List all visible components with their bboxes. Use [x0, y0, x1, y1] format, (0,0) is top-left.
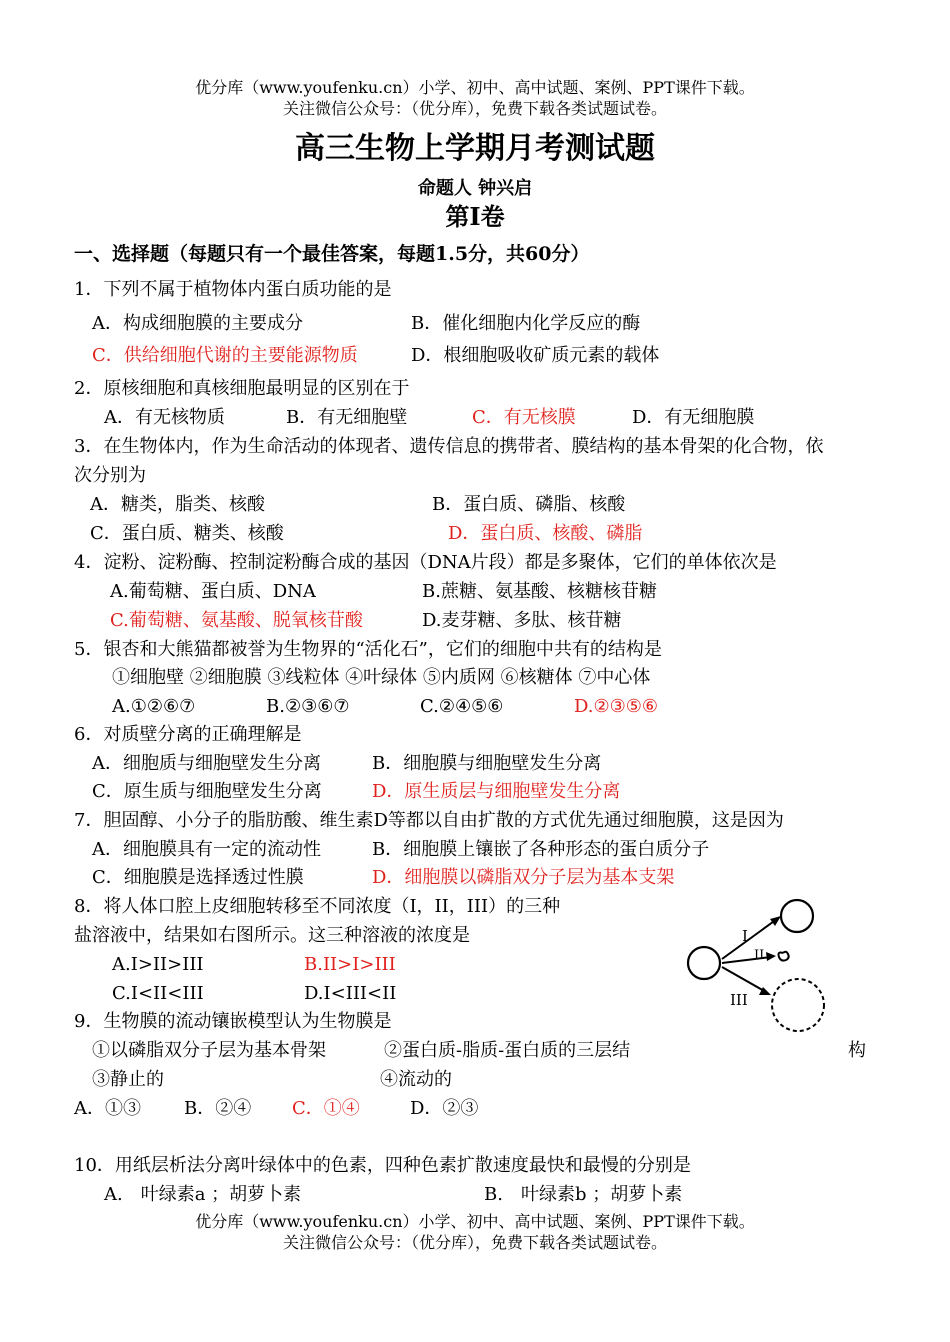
option-c: C．原生质与细胞壁发生分离	[92, 781, 322, 802]
option-d: D．根细胞吸收矿质元素的载体	[411, 345, 660, 366]
option-a: A．有无核物质	[104, 407, 225, 428]
header-line-1: 优分库（www.youfenku.cn）小学、初中、高中试题、案例、PPT课件下载。	[195, 78, 755, 97]
section-heading: 一、选择题（每题只有一个最佳答案，每题1.5分，共60分）	[74, 243, 590, 265]
label-III: III	[730, 991, 748, 1009]
option-b: B．②④	[184, 1098, 252, 1119]
option-d: D.I<III<II	[304, 983, 397, 1004]
option-a: A.①②⑥⑦	[112, 696, 196, 717]
author-line: 命题人 钟兴启	[417, 178, 533, 199]
option-a: A．①③	[74, 1098, 141, 1119]
option-c: C.②④⑤⑥	[420, 696, 504, 717]
option-c: C．蛋白质、糖类、核酸	[90, 523, 284, 544]
option-b: B.蔗糖、氨基酸、核糖核苷糖	[422, 581, 657, 602]
option-b-answer: B.II>I>III	[304, 954, 396, 975]
option-c: C.I<II<III	[112, 983, 204, 1004]
option-d-answer: D．原生质层与细胞壁发生分离	[372, 781, 621, 802]
page-title: 高三生物上学期月考测试题	[295, 131, 655, 166]
label-II: II	[754, 948, 765, 963]
swollen-cell-circle	[781, 900, 813, 932]
question-stem: 4．淀粉、淀粉酶、控制淀粉酶合成的基因（DNA片段）都是多聚体，它们的单体依次是	[74, 552, 777, 573]
option-c-answer: C．供给细胞代谢的主要能源物质	[92, 345, 358, 366]
statement-1: ①以磷脂双分子层为基本骨架	[92, 1040, 326, 1061]
option-b: B．催化细胞内化学反应的酶	[411, 313, 641, 334]
arrowhead-icon	[766, 952, 776, 961]
statement-4: ④流动的	[380, 1069, 452, 1090]
question-stem: 5．银杏和大熊猫都被誉为生物界的“活化石”，它们的细胞中共有的结构是	[74, 639, 662, 660]
question-stem: 1．下列不属于植物体内蛋白质功能的是	[74, 279, 392, 300]
original-cell-circle	[688, 947, 720, 979]
question-stem-cont: 次分别为	[74, 465, 146, 486]
option-d-answer: D.②③⑤⑥	[574, 696, 659, 717]
statement-3: ③静止的	[92, 1069, 164, 1090]
question-stem: 7．胆固醇、小分子的脂肪酸、维生素D等都以自由扩散的方式优先通过细胞膜，这是因为	[74, 810, 784, 831]
structure-list: ①细胞壁 ②细胞膜 ③线粒体 ④叶绿体 ⑤内质网 ⑥核糖体 ⑦中心体	[112, 667, 651, 688]
shrunken-cell-shape	[779, 952, 789, 961]
question-stem: 2．原核细胞和真核细胞最明显的区别在于	[74, 378, 410, 399]
option-b: B．有无细胞壁	[286, 407, 408, 428]
question-stem-cont: 盐溶液中，结果如右图所示。这三种溶液的浓度是	[74, 925, 470, 946]
label-I: I	[742, 927, 748, 945]
option-b: B．细胞膜与细胞壁发生分离	[372, 753, 602, 774]
option-c: C．细胞膜是选择透过性膜	[92, 867, 304, 888]
option-a: A．细胞质与细胞壁发生分离	[92, 753, 321, 774]
option-d-answer: D．细胞膜以磷脂双分子层为基本支架	[372, 867, 675, 888]
option-c-answer: C．①④	[292, 1098, 360, 1119]
arrow-line	[722, 919, 777, 959]
statement-2-end: 构	[848, 1040, 866, 1061]
burst-cell-circle	[772, 979, 824, 1031]
question-stem: 9．生物膜的流动镶嵌模型认为生物膜是	[74, 1011, 392, 1032]
footer-line-1: 优分库（www.youfenku.cn）小学、初中、高中试题、案例、PPT课件下载。	[195, 1212, 755, 1231]
statement-2: ②蛋白质-脂质-蛋白质的三层结	[384, 1040, 631, 1061]
cell-osmosis-diagram	[680, 893, 835, 1043]
option-d: D．②③	[410, 1098, 479, 1119]
option-d: D.麦芽糖、多肽、核苷糖	[422, 610, 622, 631]
option-a: A.葡萄糖、蛋白质、DNA	[110, 581, 316, 602]
option-d-answer: D．蛋白质、核酸、磷脂	[448, 523, 643, 544]
option-b: B.②③⑥⑦	[266, 696, 350, 717]
option-c-answer: C．有无核膜	[472, 407, 576, 428]
arrow-line	[722, 967, 766, 992]
question-stem: 3．在生物体内，作为生命活动的体现者、遗传信息的携带者、膜结构的基本骨架的化合物，依	[74, 436, 824, 457]
option-c-answer: C.葡萄糖、氨基酸、脱氧核苷酸	[110, 610, 363, 631]
question-stem: 10．用纸层析法分离叶绿体中的色素，四种色素扩散速度最快和最慢的分别是	[74, 1155, 691, 1176]
question-stem: 8．将人体口腔上皮细胞转移至不同浓度（I，II，III）的三种	[74, 896, 561, 917]
volume-heading: 第Ⅰ卷	[445, 202, 505, 231]
option-a: A. 叶绿素a ；胡萝卜素	[104, 1184, 302, 1205]
option-a: A．糖类，脂类、核酸	[90, 494, 265, 515]
option-a: A．细胞膜具有一定的流动性	[92, 839, 321, 860]
option-b: B. 叶绿素b ；胡萝卜素	[484, 1184, 683, 1205]
footer-line-2: 关注微信公众号：（优分库），免费下载各类试题试卷。	[282, 1233, 667, 1252]
question-stem: 6．对质壁分离的正确理解是	[74, 724, 302, 745]
option-a: A.I>II>III	[112, 954, 204, 975]
option-b: B．细胞膜上镶嵌了各种形态的蛋白质分子	[372, 839, 710, 860]
option-d: D．有无细胞膜	[632, 407, 755, 428]
option-b: B．蛋白质、磷脂、核酸	[432, 494, 626, 515]
header-line-2: 关注微信公众号：（优分库），免费下载各类试题试卷。	[282, 99, 667, 118]
option-a: A．构成细胞膜的主要成分	[92, 313, 303, 334]
arrowhead-icon	[770, 916, 781, 926]
